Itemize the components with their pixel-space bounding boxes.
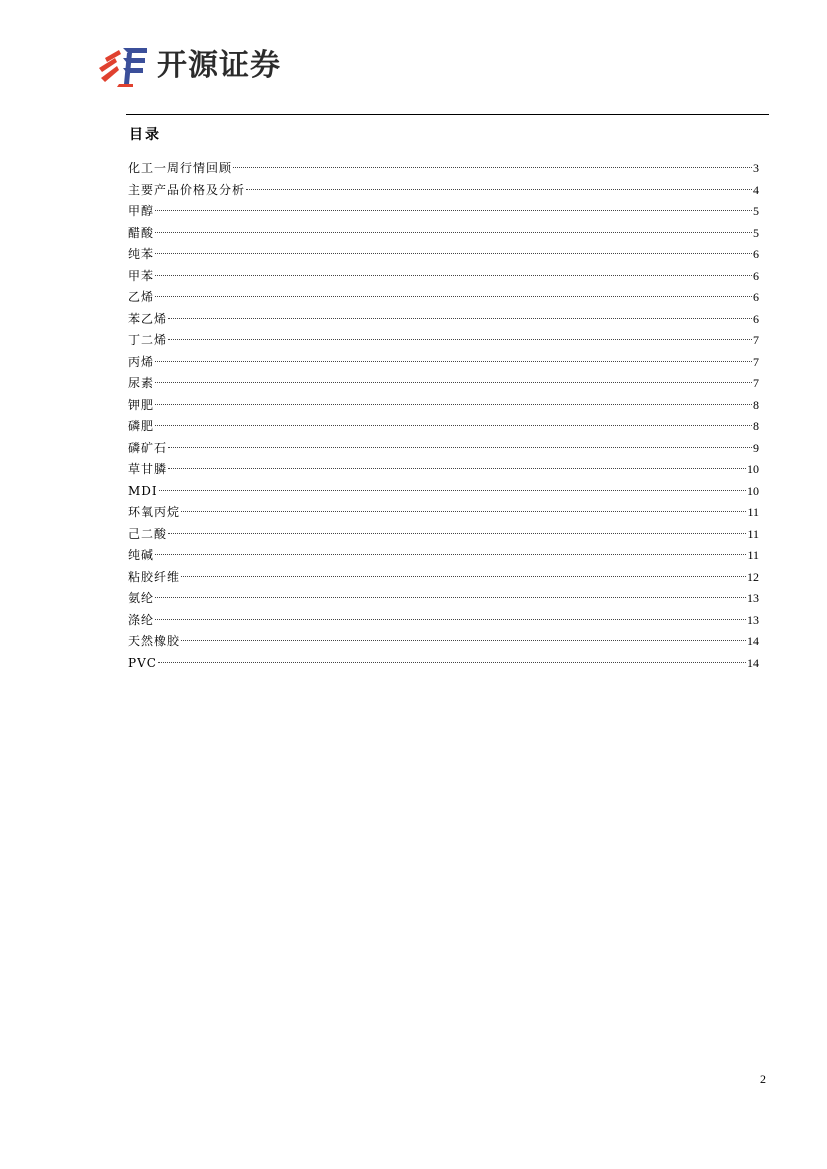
toc-entry[interactable]: [128, 416, 759, 438]
toc-entry-label[interactable]: 氨纶: [128, 591, 155, 605]
toc-entry-label[interactable]: 甲醇: [128, 204, 155, 218]
toc-entry-page[interactable]: 3: [753, 161, 759, 175]
toc-entry-label[interactable]: MDI: [128, 483, 158, 498]
toc-dot-leader: [155, 597, 746, 598]
toc-entry[interactable]: [128, 330, 759, 352]
toc-entry-page[interactable]: 14: [747, 634, 759, 648]
toc-entry-label[interactable]: 醋酸: [128, 225, 155, 240]
toc-dot-leader: [158, 662, 746, 663]
toc-entry-label[interactable]: PVC: [128, 655, 157, 670]
toc-entry-label[interactable]: 甲苯: [128, 268, 155, 283]
toc-entry[interactable]: [128, 395, 759, 417]
toc-dot-leader: [168, 318, 752, 319]
toc-entry-label[interactable]: 纯碱: [128, 548, 155, 562]
toc-entry-label[interactable]: 化工一周行情回顾: [128, 161, 233, 175]
toc-dot-leader: [155, 210, 752, 211]
toc-entry-label[interactable]: 主要产品价格及分析: [128, 182, 246, 197]
toc-entry-label[interactable]: 磷矿石: [128, 440, 168, 455]
toc-dot-leader: [168, 339, 752, 340]
toc-entry-page[interactable]: 4: [753, 182, 759, 197]
toc-dot-leader: [155, 232, 752, 233]
toc-dot-leader: [155, 275, 752, 276]
toc-entry-label[interactable]: 环氧丙烷: [128, 505, 181, 519]
toc-entry-page[interactable]: 12: [747, 569, 759, 584]
toc-entry-page[interactable]: 13: [747, 591, 759, 605]
toc-entry-page[interactable]: 8: [753, 419, 759, 433]
toc-dot-leader: [155, 361, 752, 362]
toc-entry-label[interactable]: 磷肥: [128, 419, 155, 433]
toc-entry-page[interactable]: 10: [747, 483, 759, 498]
toc-entry-label[interactable]: 钾肥: [128, 397, 155, 412]
toc-dot-leader: [155, 425, 752, 426]
table-of-contents: [128, 158, 759, 674]
toc-dot-leader: [168, 447, 752, 448]
toc-entry[interactable]: [128, 588, 759, 610]
toc-entry[interactable]: [128, 524, 759, 546]
toc-entry-label[interactable]: 草甘膦: [128, 462, 168, 476]
toc-dot-leader: [155, 296, 752, 297]
toc-entry[interactable]: [128, 631, 759, 653]
toc-entry-page[interactable]: 8: [753, 397, 759, 412]
toc-entry[interactable]: [128, 610, 759, 632]
toc-entry-page[interactable]: 13: [747, 612, 759, 627]
toc-entry-page[interactable]: 5: [753, 204, 759, 218]
toc-entry-page[interactable]: 11: [747, 505, 759, 519]
toc-entry[interactable]: [128, 502, 759, 524]
toc-entry-page[interactable]: 7: [753, 333, 759, 347]
toc-entry-page[interactable]: 6: [753, 290, 759, 304]
toc-entry[interactable]: [128, 180, 759, 202]
toc-entry[interactable]: [128, 266, 759, 288]
toc-entry-label[interactable]: 纯苯: [128, 247, 155, 261]
toc-entry-page[interactable]: 14: [747, 655, 759, 670]
brand-logo: [97, 44, 281, 88]
toc-entry[interactable]: [128, 373, 759, 395]
toc-entry-label[interactable]: 涤纶: [128, 612, 155, 627]
toc-dot-leader: [246, 189, 752, 190]
toc-dot-leader: [155, 382, 752, 383]
toc-entry-page[interactable]: 10: [747, 462, 759, 476]
toc-dot-leader: [181, 576, 746, 577]
toc-entry-page[interactable]: 11: [747, 526, 759, 541]
toc-entry[interactable]: [128, 545, 759, 567]
toc-entry[interactable]: [128, 653, 759, 675]
toc-entry-page[interactable]: 5: [753, 225, 759, 240]
toc-entry[interactable]: [128, 481, 759, 503]
header-divider: [126, 114, 769, 115]
toc-dot-leader: [155, 253, 752, 254]
toc-dot-leader: [159, 490, 746, 491]
toc-entry[interactable]: [128, 459, 759, 481]
toc-entry[interactable]: [128, 201, 759, 223]
toc-entry-page[interactable]: 7: [753, 354, 759, 369]
toc-entry-label[interactable]: 粘胶纤维: [128, 569, 181, 584]
toc-entry-label[interactable]: 天然橡胶: [128, 634, 181, 648]
toc-entry-label[interactable]: 苯乙烯: [128, 311, 168, 326]
toc-entry[interactable]: [128, 287, 759, 309]
toc-entry[interactable]: [128, 567, 759, 589]
toc-dot-leader: [181, 511, 746, 512]
toc-entry-page[interactable]: 6: [753, 268, 759, 283]
toc-entry[interactable]: [128, 244, 759, 266]
toc-dot-leader: [181, 640, 746, 641]
toc-entry[interactable]: [128, 223, 759, 245]
toc-dot-leader: [155, 554, 746, 555]
toc-entry-label[interactable]: 尿素: [128, 376, 155, 390]
toc-entry-page[interactable]: 6: [753, 311, 759, 326]
toc-title: 目录: [129, 127, 161, 143]
toc-dot-leader: [155, 619, 746, 620]
toc-entry-label[interactable]: 丁二烯: [128, 333, 168, 347]
toc-entry[interactable]: [128, 352, 759, 374]
toc-dot-leader: [168, 533, 746, 534]
toc-entry[interactable]: [128, 309, 759, 331]
brand-name: 开源证券: [157, 48, 281, 83]
toc-dot-leader: [233, 167, 752, 168]
toc-entry-page[interactable]: 7: [753, 376, 759, 390]
toc-entry-page[interactable]: 11: [747, 548, 759, 562]
page-number: 2: [760, 1072, 766, 1086]
toc-entry[interactable]: [128, 158, 759, 180]
toc-entry-label[interactable]: 丙烯: [128, 354, 155, 369]
toc-dot-leader: [155, 404, 752, 405]
toc-entry-label[interactable]: 己二酸: [128, 526, 168, 541]
toc-entry-label[interactable]: 乙烯: [128, 290, 155, 304]
toc-entry-page[interactable]: 9: [753, 440, 759, 455]
toc-entry-page[interactable]: 6: [753, 247, 759, 261]
kaiyuan-logo-icon: [97, 44, 151, 88]
toc-dot-leader: [168, 468, 746, 469]
toc-entry[interactable]: [128, 438, 759, 460]
